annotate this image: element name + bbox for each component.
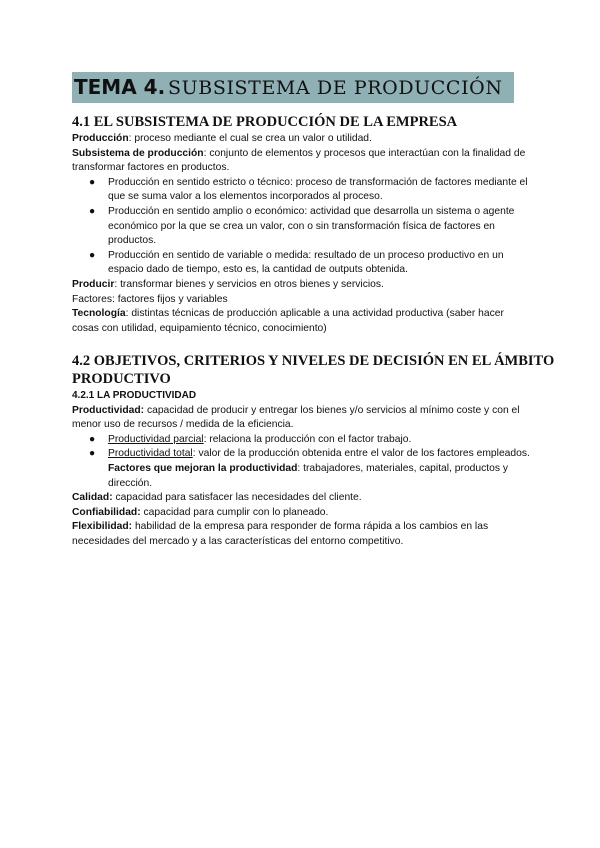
definition-confiabilidad	[72, 506, 532, 521]
produccion-senses-list	[72, 176, 532, 278]
definition-subsistema	[72, 147, 532, 176]
bullet-icon: ●	[89, 448, 96, 460]
section-4-2-body	[72, 389, 532, 550]
section-4-1-body	[72, 132, 532, 336]
term: Confiabilidad:	[72, 506, 141, 518]
definition: habilidad de la empresa para responder de forma rápida a los cambios en las necesidades del mercado y a las características del entorno competitivo.	[72, 521, 489, 547]
bullet-icon: ●	[89, 433, 96, 445]
definition: capacidad para satisfacer las necesidades del cliente.	[112, 492, 362, 504]
term: Flexibilidad:	[72, 521, 133, 533]
subsection-4-2-1-heading: 4.2.1 LA PRODUCTIVIDAD	[72, 390, 197, 401]
definition-flexibilidad	[72, 520, 532, 549]
term: Productividad:	[72, 404, 145, 416]
productividad-list	[72, 433, 532, 462]
list-item: ● Producción en sentido estricto o técnico: proceso de transformación de factores mediante el que se suma valor a los elementos incorporados al proceso.	[89, 176, 528, 203]
definition: : distintas técnicas de producción aplicable a una actividad productiva (saber hacer cosas con utilidad, equipamiento técnico, conocimiento)	[72, 308, 504, 334]
factores-line: Factores: factores fijos y variables	[72, 293, 228, 305]
section-4-1-heading: 4.1 EL SUBSISTEMA DE PRODUCCIÓN DE LA EMPRESA	[72, 114, 458, 130]
term: Calidad:	[72, 492, 113, 504]
term: Producción	[72, 133, 129, 144]
term: Subsistema de producción	[72, 147, 204, 159]
definition-productividad	[72, 404, 532, 433]
bullet-icon: ●	[89, 176, 96, 188]
list-item: ● Productividad parcial: relaciona la producción con el factor trabajo.	[72, 433, 532, 448]
definition-producir	[72, 278, 532, 293]
definition: : transformar bienes y servicios en otros bienes y servicios.	[114, 278, 384, 290]
definition: capacidad de producir y entregar los bienes y/o servicios al mínimo coste y con el menor uso de recursos / medida de la eficiencia.	[72, 404, 520, 431]
definition-tecnologia	[72, 307, 532, 336]
factores-mejora	[72, 462, 532, 491]
page-title	[72, 72, 514, 103]
section-4-2-heading: 4.2 OBJETIVOS, CRITERIOS Y NIVELES DE DECISIÓN EN EL ÁMBITO PRODUCTIVO	[72, 353, 555, 387]
definition-produccion	[72, 132, 532, 147]
title-rest: SUBSISTEMA DE PRODUCCIÓN	[168, 77, 503, 99]
title-bold: TEMA 4.	[74, 75, 166, 99]
definition: : trabajadores, materiales, capital, productos y dirección.	[108, 462, 509, 489]
list-item: ● Producción en sentido de variable o medida: resultado de un proceso productivo en un espacio dado de tiempo, esto es, la cantidad de outputs obtenida.	[89, 249, 504, 276]
term: Producir	[72, 278, 115, 290]
bullet-icon: ●	[89, 249, 96, 261]
definition: capacidad para cumplir con lo planeado.	[140, 506, 329, 518]
term: Factores que mejoran la productividad	[108, 462, 298, 474]
list-item: ● Producción en sentido amplio o económico: actividad que desarrolla un sistema o agente económico por la que se crea un valor, con o sin transformación física de factores en productos.	[89, 205, 515, 247]
bullet-icon: ●	[89, 205, 96, 217]
term: Tecnología	[72, 308, 126, 320]
list-item: ● Productividad total: valor de la producción obtenida entre el valor de los factores empleados.	[72, 447, 532, 462]
definition: : conjunto de elementos y procesos que interactúan con la finalidad de transformar factores en productos.	[72, 147, 526, 174]
definition: : proceso mediante el cual se crea un valor o utilidad.	[128, 133, 372, 144]
definition-calidad	[72, 491, 532, 506]
